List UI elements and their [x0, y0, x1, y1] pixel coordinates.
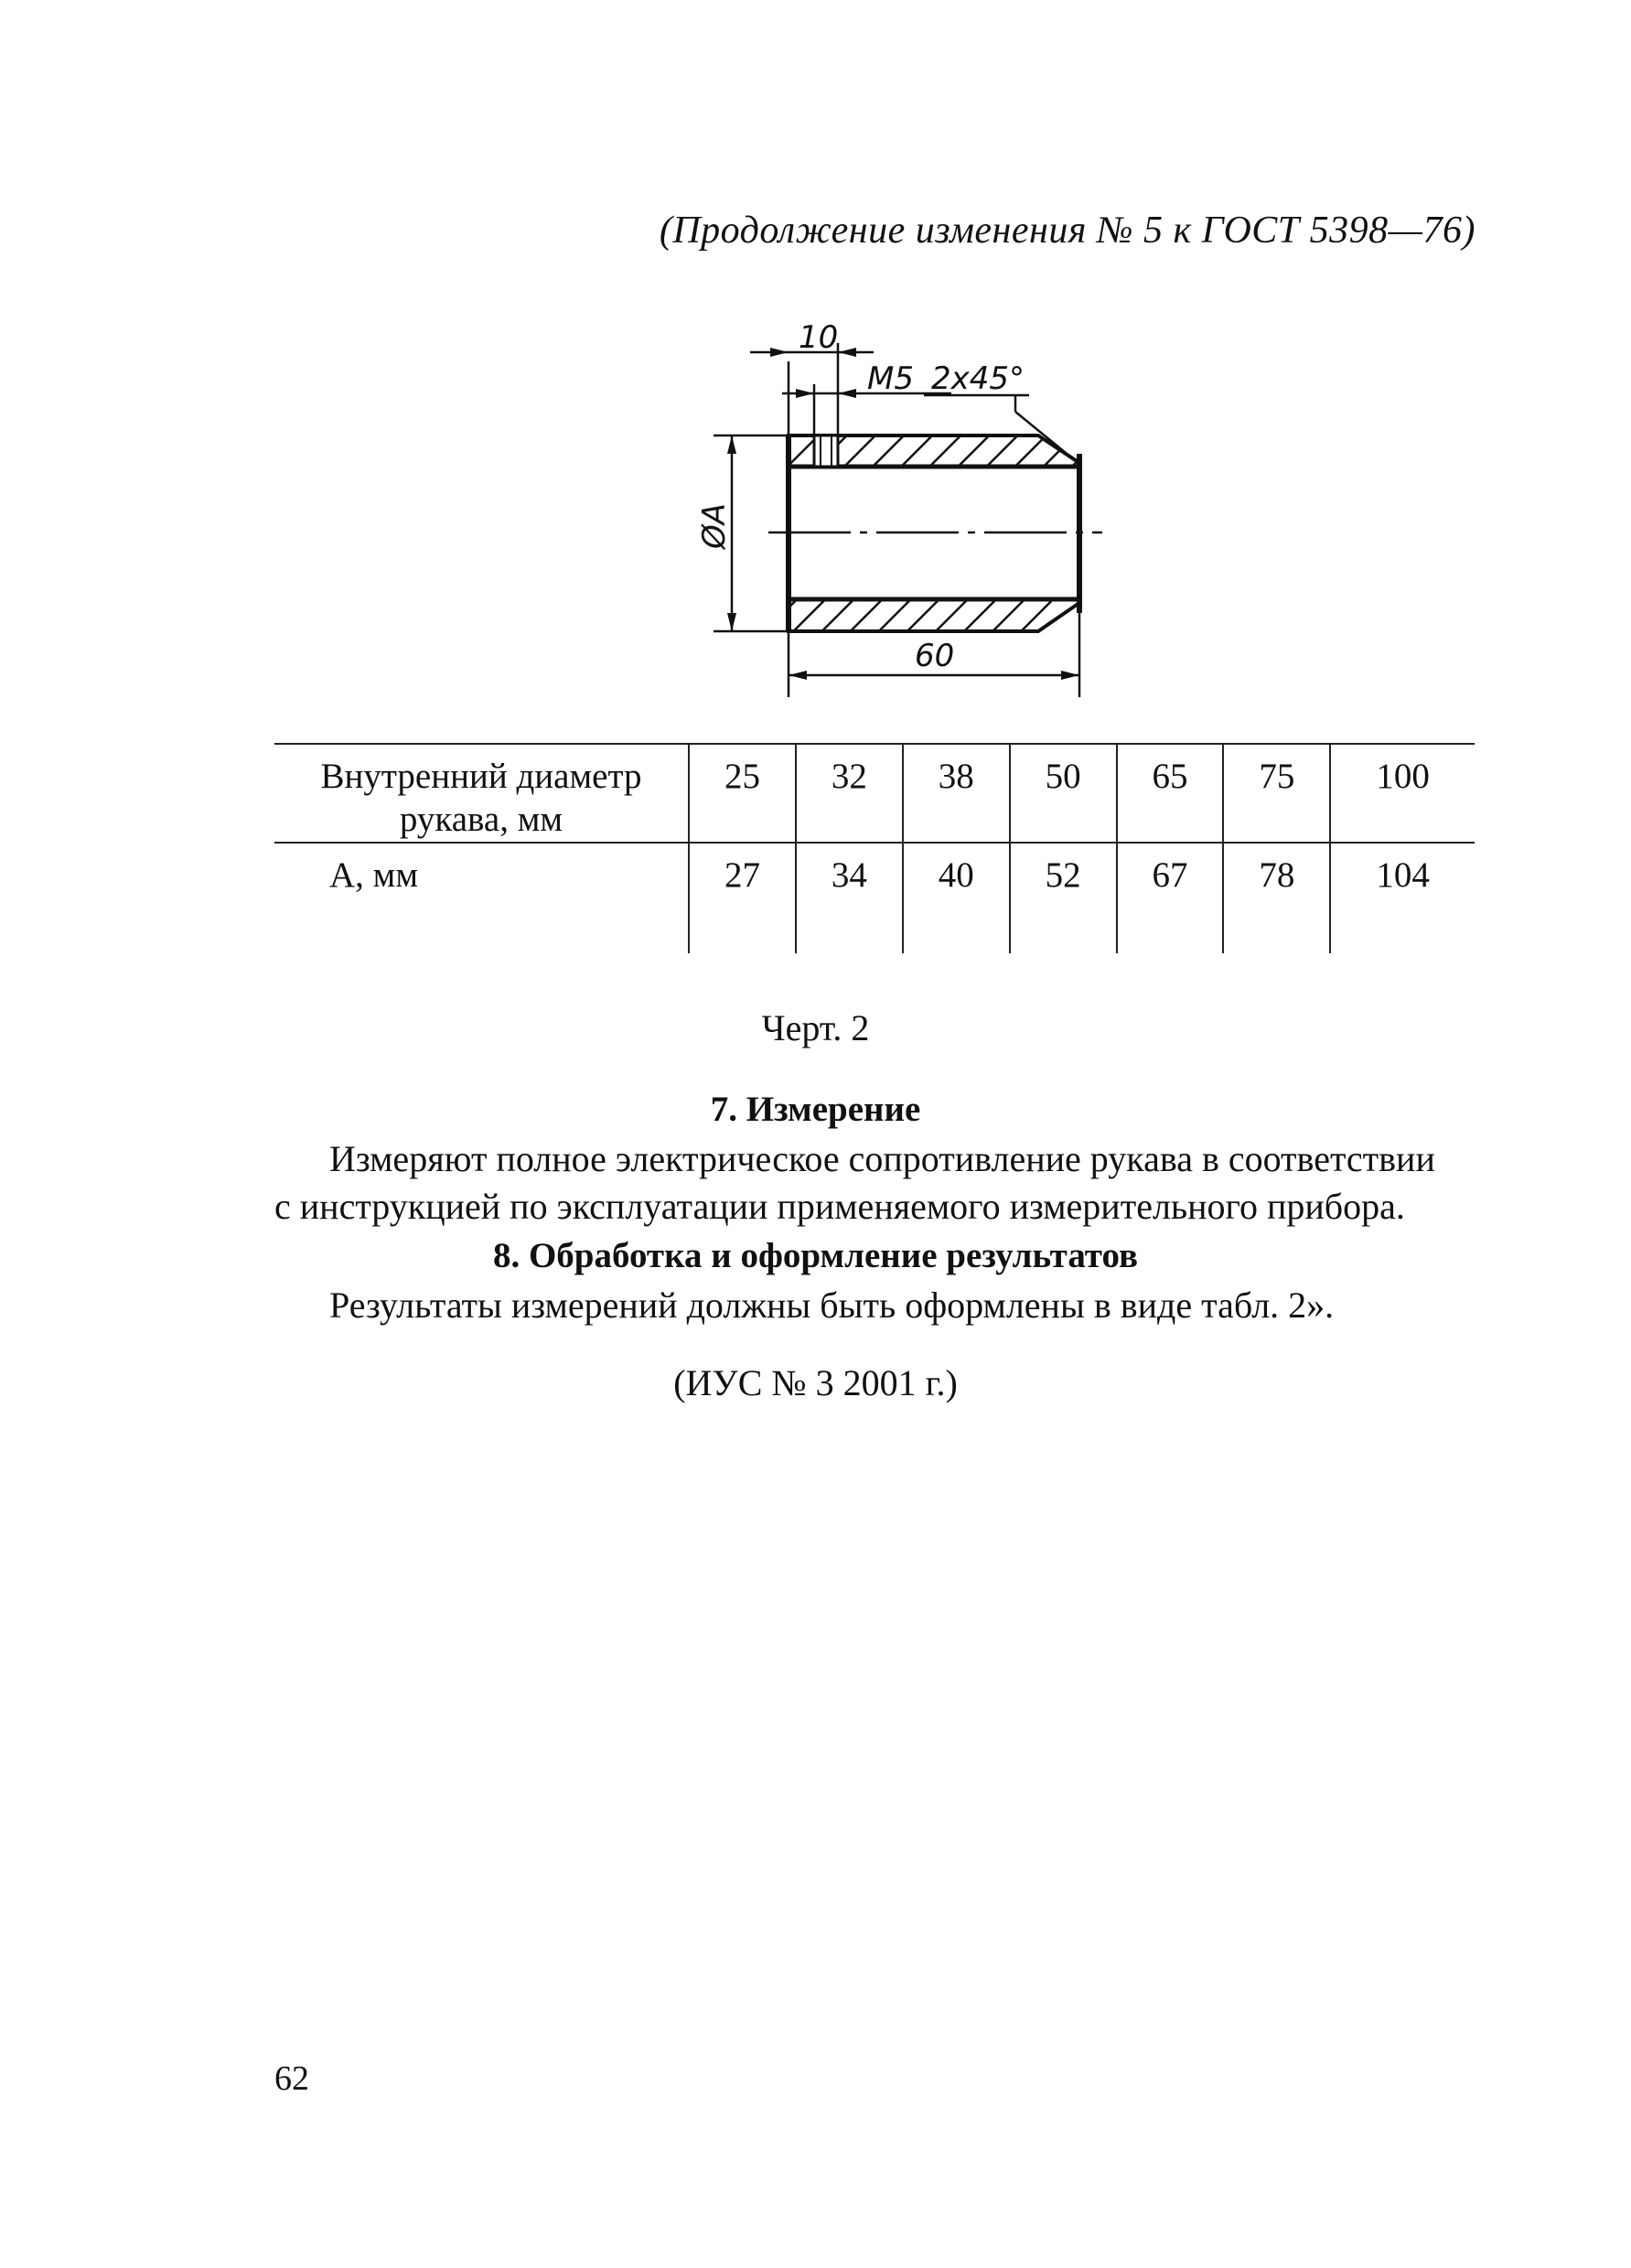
section-8-text: Результаты измерений должны быть оформлены в виде табл. 2».	[329, 1284, 1335, 1326]
row-label-inner-diameter: Внутренний диаметр рукава, мм	[274, 744, 689, 843]
figure-caption: Черт. 2	[761, 1007, 870, 1048]
table-cell: 75	[1223, 744, 1330, 843]
document-header: (Продолжение изменения № 5 к ГОСТ 5398—76)	[659, 210, 1475, 252]
table-cell: 32	[796, 744, 903, 843]
section-7-title: 7. Измерение	[710, 1090, 921, 1129]
table-cell: 27	[689, 843, 796, 953]
page-number: 62	[274, 2059, 309, 2098]
table-cell: 65	[1117, 744, 1224, 843]
table-cell: 40	[903, 843, 1010, 953]
table-cell: 52	[1010, 843, 1117, 953]
row-label-a: А, мм	[274, 843, 689, 953]
table-cell: 38	[903, 744, 1010, 843]
diameter-label: ØA	[696, 502, 733, 549]
table-cell: 34	[796, 843, 903, 953]
section-7-line-2: с инструкцией по эксплуатации применяемого измерительного прибора.	[274, 1186, 1405, 1227]
table-cell: 50	[1010, 744, 1117, 843]
table-cell: 78	[1223, 843, 1330, 953]
technical-drawing	[0, 0, 1631, 732]
table-cell: 100	[1330, 744, 1475, 843]
sleeve-section	[768, 412, 1102, 631]
section-7-line-1: Измеряют полное электрическое сопротивление рукава в соответствии	[329, 1138, 1435, 1179]
section-8-title: 8. Обработка и оформление результатов	[492, 1236, 1139, 1275]
table-row-inner-diameter	[274, 744, 1475, 843]
thread-label: M5	[867, 360, 914, 397]
dimensions-table	[274, 743, 1475, 953]
length-label: 60	[915, 638, 955, 674]
table-row-a	[274, 843, 1475, 953]
table-cell: 104	[1330, 843, 1475, 953]
source-reference: (ИУС № 3 2001 г.)	[673, 1362, 958, 1403]
dimension-10-label: 10	[799, 319, 839, 356]
chamfer-label: 2x45°	[931, 360, 1025, 397]
table-cell: 67	[1117, 843, 1224, 953]
table-cell: 25	[689, 744, 796, 843]
